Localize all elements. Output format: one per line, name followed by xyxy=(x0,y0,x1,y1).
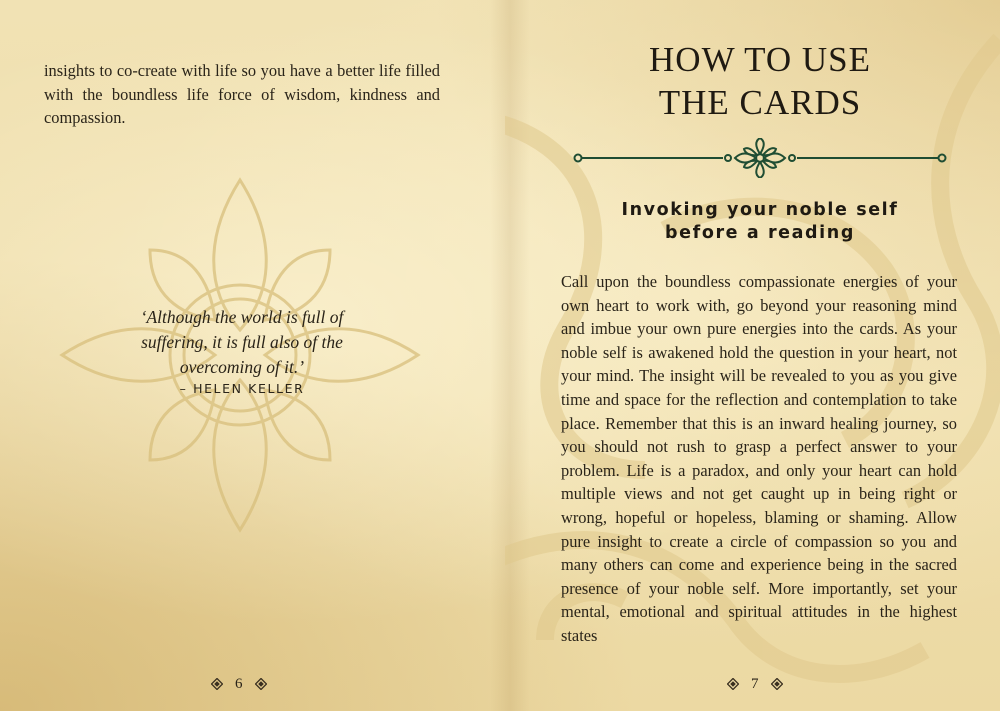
subheading-line-2: before a reading xyxy=(665,223,855,243)
page-number-right xyxy=(727,674,783,694)
right-page xyxy=(505,0,1000,711)
subheading-line-1: Invoking your noble self xyxy=(621,200,899,220)
diamond-icon xyxy=(255,678,267,690)
section-subheading xyxy=(585,199,935,245)
chapter-title-line-2: THE CARDS xyxy=(658,83,862,122)
quote-author: – HELEN KELLER xyxy=(179,381,305,396)
quote-text: ‘Although the world is full of suffering, it is full also of the overcoming of it.’ xyxy=(140,307,344,377)
diamond-icon xyxy=(211,678,223,690)
diamond-icon xyxy=(771,678,783,690)
chapter-title xyxy=(605,38,915,124)
page-number-left xyxy=(211,674,267,694)
chapter-title-line-1: HOW TO USE xyxy=(649,40,871,79)
diamond-icon xyxy=(727,678,739,690)
right-body-text: Call upon the boundless compassionate energies of your own heart to work with, go beyond your reasoning mind and imbue your own pure energies into the cards. As your noble self is awakened hold the question in your heart, not your mind. The insight will be revealed to you as you give time and space for the reflection and contemplation to take place. Remember that this is an inward healing journey, so you should not rush to grasp a perfect answer to your problem. Life is a paradox, and only your heart can hold multiple views and not get caught up in being right or wrong, hopeful or hopeless, blaming or shaming. Allow pure insight to create a circle of compassion so you and many others can come and experience being in the sacred presence of your noble self. More importantly, set your mental, emotional and spiritual attitudes in the highest states xyxy=(561,272,957,645)
page-number-label: 7 xyxy=(751,675,759,692)
quote-block xyxy=(112,305,372,396)
left-body-text: insights to co-create with life so you have a better life filled with the boundless life force of wisdom, kindness and compassion. xyxy=(44,61,440,128)
page-number-label: 6 xyxy=(235,675,243,692)
floral-divider-icon xyxy=(573,138,947,178)
